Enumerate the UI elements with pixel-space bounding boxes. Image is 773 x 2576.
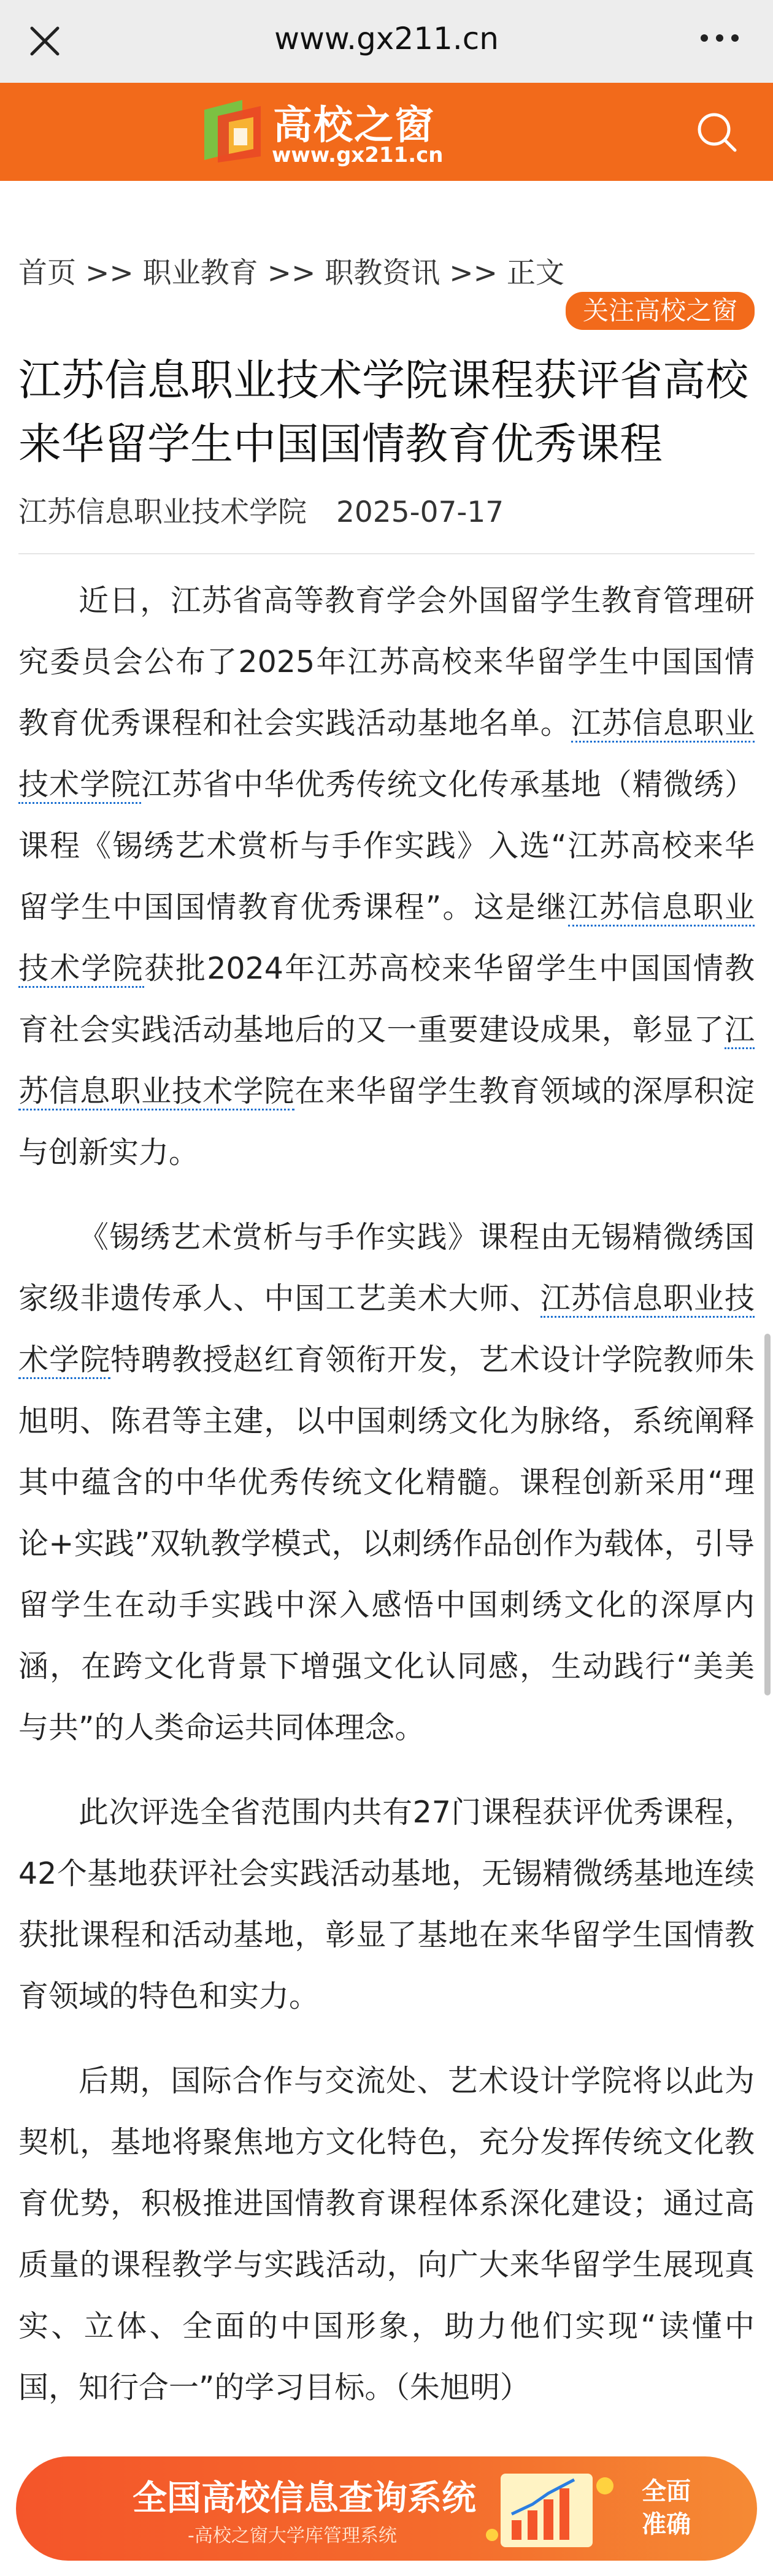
p1-text-b: 江苏省中华优秀传统文化传承基地（精微绣）课程《锡绣艺术赏析与手作实践》入选“江苏高校来华留学生中国国情教育优秀课程”。这是继 <box>18 767 755 925</box>
school-link[interactable]: 江苏信息职业技术学院 <box>18 706 755 804</box>
more-horizontal-icon[interactable] <box>698 26 741 50</box>
p1-text-d: 在来华留学生教育领域的深厚积淀与创新实力。 <box>18 1074 755 1170</box>
promo-banner[interactable] <box>16 2456 757 2561</box>
paragraph-3: 此次评选全省范围内共有27门课程获评优秀课程，42个基地获评社会实践活动基地，无锡精微绣基地连续获批课程和活动基地，彰显了基地在来华留学生国情教育领域的特色和实力。 <box>18 1795 755 2014</box>
follow-button[interactable]: 关注高校之窗 <box>566 292 755 330</box>
bar-chart-illustration-icon <box>482 2461 623 2559</box>
paragraph-4: 后期，国际合作与交流处、艺术设计学院将以此为契机，基地将聚焦地方文化特色，充分发挥传统文化教育优势，积极推进国情教育课程体系深化建设；通过高质量的课程教学与实践活动，向广大来华留学生展现真实、立体、全面的中国形象，助力他们实现“读懂中国，知行合一”的学习目标。（朱旭明） <box>18 2063 755 2405</box>
logo-text: 高校之窗 <box>273 103 435 148</box>
page-url: www.gx211.cn <box>274 21 499 56</box>
school-link[interactable]: 江苏信息职业技术学院 <box>18 890 755 988</box>
p2-text-b: 特聘教授赵红育领衔开发，艺术设计学院教师朱旭明、陈君等主建，以中国刺绣文化为脉络，系统阐释其中蕴含的中华优秀传统文化精髓。课程创新采用“理论+实践”双轨教学模式，以刺绣作品创作为载体，引导留学生在动手实践中深入感悟中国刺绣文化的深厚内涵，在跨文化背景下增强文化认同感，生动践行“美美与共”的人类命运共同体理念。 <box>18 1342 755 1745</box>
school-link[interactable]: 江苏信息职业技术学院 <box>18 1281 755 1379</box>
scrollbar[interactable] <box>764 1334 771 1695</box>
paragraph-1 <box>18 570 755 1183</box>
banner-side-line: 准确 <box>642 2510 691 2539</box>
school-link[interactable]: 江苏信息职业技术学院 <box>18 1012 755 1110</box>
divider <box>18 553 755 554</box>
logo-url: www.gx211.cn <box>272 143 444 167</box>
article-meta <box>18 489 504 530</box>
banner-subtitle: -高校之窗大学库管理系统 <box>188 2525 397 2547</box>
site-logo[interactable] <box>199 94 488 170</box>
p1-text-c: 获批2024年江苏高校来华留学生中国国情教育社会实践活动基地后的又一重要建设成果，彰显了 <box>18 951 755 1047</box>
banner-title: 全国高校信息查询系统 <box>133 2479 476 2518</box>
banner-side-text <box>629 2475 703 2541</box>
browser-top-bar <box>0 0 773 83</box>
article-title: 江苏信息职业技术学院课程获评省高校来华留学生中国国情教育优秀课程 <box>18 355 748 469</box>
banner-side-line: 全面 <box>642 2477 691 2505</box>
logo-mark-icon <box>199 97 267 165</box>
article-body <box>18 570 755 2442</box>
p2-text-a: 《锡绣艺术赏析与手作实践》课程由无锡精微绣国家级非遗传承人、中国工艺美术大师、 <box>18 1220 755 1316</box>
site-header <box>0 83 773 181</box>
article-source: 江苏信息职业技术学院 <box>18 495 307 529</box>
breadcrumb[interactable]: 首页 >> 职业教育 >> 职教资讯 >> 正文 <box>18 256 564 290</box>
search-icon[interactable] <box>692 107 741 156</box>
article-date: 2025-07-17 <box>336 495 504 529</box>
p1-text-a: 近日，江苏省高等教育学会外国留学生教育管理研究委员会公布了2025年江苏高校来华留学生中国国情教育优秀课程和社会实践活动基地名单。 <box>18 583 755 741</box>
paragraph-2 <box>18 1207 755 1759</box>
